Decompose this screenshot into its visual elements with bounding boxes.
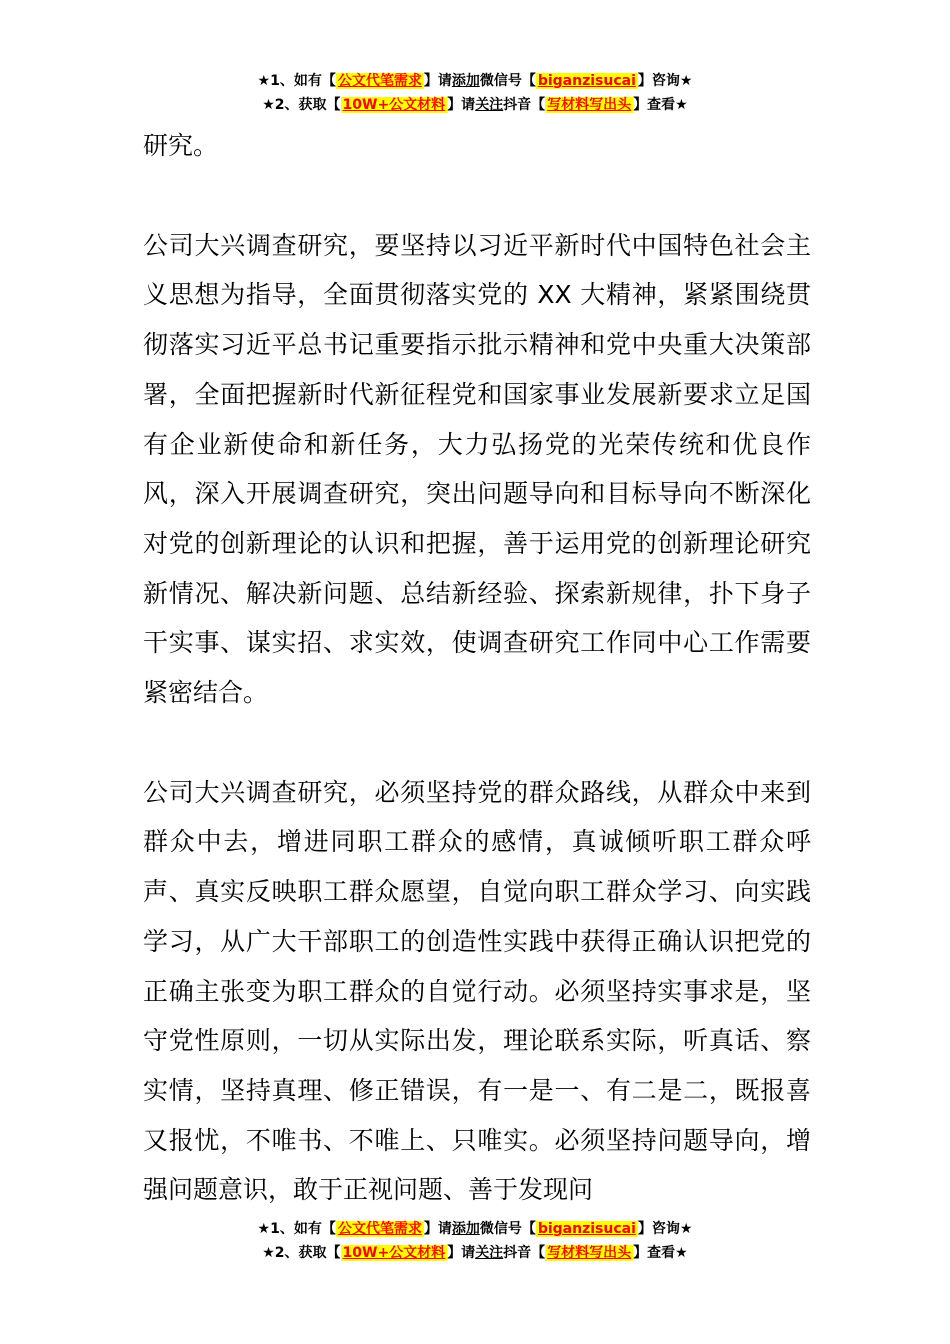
banner-text: 】请 <box>423 1221 452 1237</box>
banner-text: 】查看★ <box>633 97 688 113</box>
banner-text: 抖音【 <box>503 97 546 113</box>
banner-text: 】查看★ <box>633 1245 688 1261</box>
highlight-douyin-account: 写材料写出头 <box>547 97 632 113</box>
banner-text: ★1、如有【 <box>257 73 336 89</box>
highlight-materials: 10W+公文材料 <box>342 1245 446 1261</box>
paragraph-continuation: 研究。 <box>143 131 219 160</box>
banner-text: 】请 <box>423 73 452 89</box>
banner-text: ★1、如有【 <box>257 1221 336 1237</box>
banner-text: 】请 <box>447 97 476 113</box>
banner-text: 】咨询★ <box>637 73 693 89</box>
highlight-douyin-account: 写材料写出头 <box>547 1245 632 1261</box>
banner-text-underlined: 关注 <box>475 1245 504 1261</box>
highlight-service: 公文代笔需求 <box>337 73 422 89</box>
banner-line-2 <box>0 1241 950 1265</box>
banner-text: ★2、获取【 <box>262 97 341 113</box>
footer-banner <box>0 1217 950 1265</box>
banner-line-1 <box>0 1217 950 1241</box>
highlight-wechat-id: biganzisucai <box>537 1221 636 1237</box>
banner-text: 微信号【 <box>479 73 536 89</box>
banner-text: 】咨询★ <box>637 1221 693 1237</box>
banner-text: 抖音【 <box>503 1245 546 1261</box>
banner-text: 】请 <box>447 1245 476 1261</box>
highlight-materials: 10W+公文材料 <box>342 97 446 113</box>
document-body <box>143 121 811 1215</box>
banner-text-underlined: 添加 <box>451 73 480 89</box>
paragraph-2: 公司大兴调查研究，必须坚持党的群众路线，从群众中来到群众中去，增进同职工群众的感情，真诚倾听职工群众呼声、真实反映职工群众愿望，自觉向职工群众学习、向实践学习，从广大干部职工的创造性实践中获得正确认识把党的正确主张变为职工群众的自觉行动。必须坚持实事求是，坚守党性原则，一切从实际出发，理论联系实际，听真话、察实情，坚持真理、修正错误，有一是一、有二是二，既报喜又报忧，不唯书、不唯上、只唯实。必须坚持问题导向，增强问题意识，敢于正视问题、善于发现问 <box>143 777 811 1205</box>
banner-text-underlined: 添加 <box>451 1221 480 1237</box>
banner-text: ★2、获取【 <box>262 1245 341 1261</box>
banner-line-1 <box>0 69 950 93</box>
highlight-service: 公文代笔需求 <box>337 1221 422 1237</box>
banner-text: 微信号【 <box>479 1221 536 1237</box>
banner-line-2 <box>0 93 950 117</box>
paragraph-gap <box>143 171 811 221</box>
paragraph-gap <box>143 718 811 768</box>
paragraph-1: 公司大兴调查研究，要坚持以习近平新时代中国特色社会主义思想为指导，全面贯彻落实党的 XX 大精神，紧紧围绕贯彻落实习近平总书记重要指示批示精神和党中央重大决策部署，全面把握新时代新征程党和国家事业发展新要求立足国有企业新使命和新任务，大力弘扬党的光荣传统和优良作风，深入开展调查研究，突出问题导向和目标导向不断深化对党的创新理论的认识和把握，善于运用党的创新理论研究新情况、解决新问题、总结新经验、探索新规律，扑下身子干实事、谋实招、求实效，使调查研究工作同中心工作需要紧密结合。 <box>143 230 811 708</box>
highlight-wechat-id: biganzisucai <box>537 73 636 89</box>
banner-text-underlined: 关注 <box>475 97 504 113</box>
header-banner <box>0 69 950 117</box>
